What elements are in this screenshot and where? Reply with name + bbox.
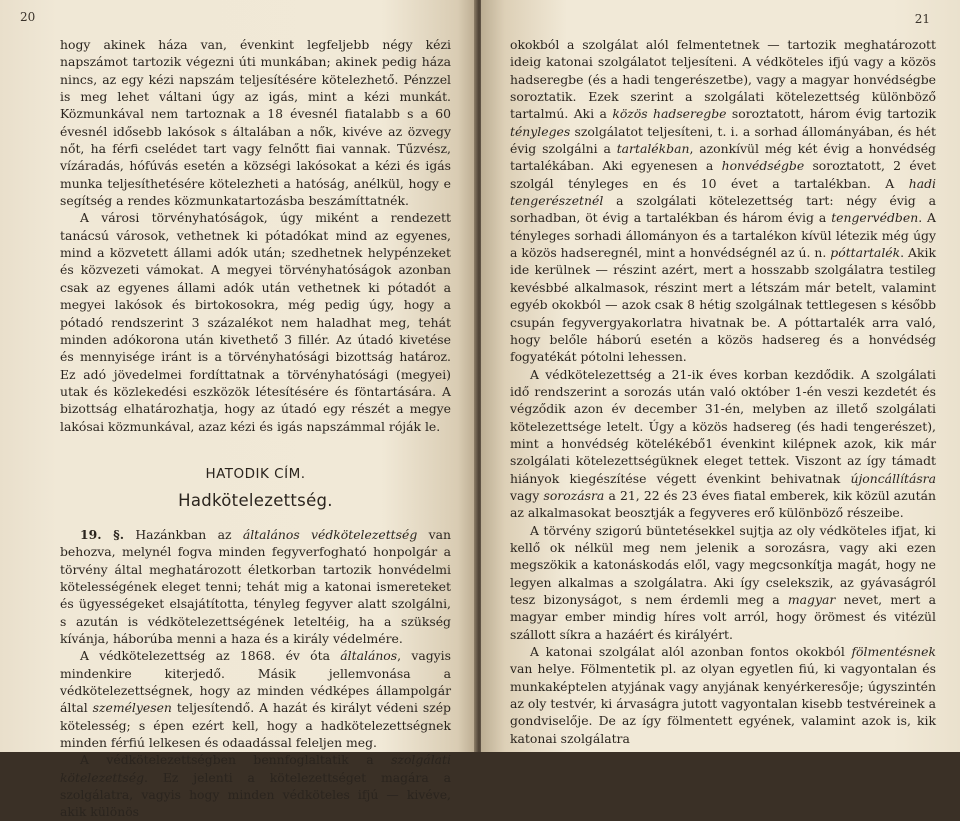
emphasis: általános védkötelezettség xyxy=(242,526,418,542)
text-span: Hazánkban az xyxy=(135,526,232,542)
text-span: vagy xyxy=(510,487,540,503)
emphasis: sorozásra xyxy=(543,487,605,503)
text-span: A katonai szolgálat alól azonban fontos okokból xyxy=(530,644,845,660)
emphasis: tényleges xyxy=(510,123,571,139)
left-paragraph-1: hogy akinek háza van, évenkint legfeljebb négy kézi napszámot tartozik végezni úti munkában; akinek pedig háza nincs, az egy kézi napszám teljesítésére kötelezhető. Pénzzel is meg lehet váltani úgy az igás, mint a kézi munkát. Közmunkával nem tartoznak a 18 évesnél fiatalabb s a 60 évesnél idősebb lakósok s általában a nők, kivéve az özvegy nőt, ha férfi cselédet tart vagy felnőtt fiai vannak. Tűzvész, vízáradás, hófúvás esetén a községi lakósokat a kézi és igás munka teljesíthetésére kötelezheti a hatóság, anélkül, hogy e segítség a rendes közmunkatartozásba beszámíttatnék. xyxy=(60,37,451,209)
left-paragraph-2: A városi törvényhatóságok, úgy miként a rendezett tanácsú városok, vethetnek ki pótadókat mind az egyenes, mind a közvetett állami adók után; szedhetnek helypénzeket és közvezeti vámokat. A megyei törvényhatóságok azonban csak az egyenes állami adók után vethetnek ki pótadót a megyei lakósok és birtokosokra, még pedig úgy, hogy a pótadó rendszerint 3 százalékot nem haladhat meg, tehát minden adókorona után kivethető 3 fillér. Az útadó kivetése és mennyisége iránt is a törvényhatósági bizottság határoz. Ez adó jövedelmei fordíttatnak a törvényhatósági (megyei) utak és közlekedési eszközök létesítésére és föntartására. A bizottság elhatározhatja, hogy az útadó egy részét a megye lakósai közmunkával, azaz kézi és igás napszámmal róják le. xyxy=(60,210,451,434)
text-span: nevet, mert a magyar ember mindig híres volt arról, hogy örömest és vitézül szállott síkra a hazáért és királyért. xyxy=(510,592,936,642)
text-span: szolgálatot teljesíteni, t. i. a sorhad állományában, és hét évig szolgálni a xyxy=(510,123,936,157)
right-page xyxy=(481,0,960,752)
emphasis: tartalékban xyxy=(616,141,690,157)
text-span: a 21, 22 és 23 éves fiatal emberek, kik közül azután az alkalmasokat beosztják a fegyveres erő különböző részeibe. xyxy=(510,487,936,521)
text-span: , azonkívül még két évig a honvédség tartalékában. Aki egyenesen a xyxy=(510,141,936,174)
text-span: soroztatott, 2 évet szolgál tényleges en és 10 évet a tartalékban. A xyxy=(510,158,936,191)
right-page-number: 21 xyxy=(914,12,930,26)
text-span: teljesítendő. A hazát és királyt védeni szép kötelesség; s épen ezért kell, hogy a hadkötelezettségnek minden férfiú lelkesen és odaadással feleljen meg. xyxy=(60,700,451,751)
right-paragraph-4 xyxy=(510,643,936,747)
text-span: van behozva, melynél fogva minden fegyverfogható honpolgár a törvény által meghatározott életkorban tartozik honvédelmi kötelességének eleget tenni; tehát mig a katonai ismereteket és ügyességeket elsajátította, tényleg fegyver alatt szolgálni, s azután is védkötelezettségének leteltéig, ha a szükség kívánja, háborúba menni a haza és a király védelmére. xyxy=(60,526,451,646)
emphasis: fölmentésnek xyxy=(851,644,936,660)
text-span: van helye. Fölmentetik pl. az olyan egyetlen fiú, ki vagyontalan és munkaképtelen atyjának vagy anyjának kenyérkeresője; úgyszintén az oly testvér, ki árvaságra jutott vagyontalan kisebb testvéreinek a gondviselője. De az így fölmentett egyének, valamint azok is, kik katonai szolgálatra xyxy=(510,661,936,746)
emphasis: tengervédben xyxy=(831,210,919,226)
emphasis: póttartalék xyxy=(830,245,901,261)
emphasis: magyar xyxy=(787,592,836,607)
text-span: A törvény szigorú büntetésekkel sujtja az oly védköteles ifjat, ki kellő ok nélkül meg nem jelenik a sorozásra, vagy aki ezen megszökik a katonáskodás elől, vagy megcsonkítja magát, hogy ne legyen alkalmas a szolgálatra. Aki így cselekszik, az gyávaságról tesz bizonyságot, s nem érdemli meg a xyxy=(510,522,936,607)
text-span: A védkötelezettségben bennfoglaltatik a xyxy=(80,752,374,768)
right-paragraph-2 xyxy=(510,366,936,522)
text-span: A védkötelezettség az 1868. év óta xyxy=(80,648,331,664)
section-label: HATODIK CÍM. xyxy=(205,465,306,482)
left-paragraph-5 xyxy=(60,751,451,820)
text-span: , vagyis mindenkire kiterjedő. Másik jellemvonása a védkötelezettségnek, hogy az minden védképes állampolgár által xyxy=(60,648,451,716)
left-page xyxy=(0,0,477,820)
section-title: Hadkötelezettség. xyxy=(178,490,333,510)
text-span: . Ez jelenti a kötelezettséget magára a szolgálatra, vagyis hogy minden védköteles ifjú — kivéve, akik különös xyxy=(60,769,451,820)
left-paragraph-4 xyxy=(60,647,451,751)
emphasis: honvédségbe xyxy=(721,158,805,174)
emphasis: szolgálati kötelezettség xyxy=(60,752,451,785)
text-span: . A tényleges sorhadi állományon és a tartalékon kívül létezik még úgy a közös hadseregnél, mint a honvédségnél az ú. n. xyxy=(510,210,936,261)
text-span: soroztatott, három évig tartozik xyxy=(731,106,936,122)
text-span: a szolgálati kötelezettség tart: négy évig a sorhadban, öt évig a tartalékban és három évig a xyxy=(510,193,936,226)
emphasis: általános xyxy=(340,648,398,664)
right-paragraph-3 xyxy=(510,522,936,643)
left-paragraph-3 xyxy=(60,526,451,647)
emphasis: személyesen xyxy=(92,700,172,716)
left-page-number: 20 xyxy=(20,10,36,24)
emphasis: hadi tengerészetnél xyxy=(510,175,936,209)
paragraph-number: 19. §. xyxy=(80,526,125,542)
text-span: . Akik ide kerülnek — részint azért, mert a hosszabb szolgálatra testileg kevésbbé alkalmasok, részint mert a létszám már betelt, valamint egyéb okokból — azok csak 8 hétig szolgálnak tettlegesen s később csupán fegyvergyakorlatra hivatnak be. A póttartalék arra való, hogy belőle háború esetén a közös hadsereg és a honvédség fogyatékát pótolni lehessen. xyxy=(510,245,936,365)
emphasis: közös hadseregbe xyxy=(612,106,727,122)
text-span: okokból a szolgálat alól felmentetnek — tartozik meghatározott ideig katonai szolgálatot teljesíteni. A védköteles ifjú vagy a közös hadseregbe (és a hadi tengerészetbe), vagy a magyar honvédségbe soroztatik. Ezek szerint a szolgálati kötelezettség különböző tartalmú. Aki a xyxy=(510,37,936,122)
text-span: A védkötelezettség a 21-ik éves korban kezdődik. A szolgálati idő rendszerint a sorozás után való október 1-én veszi kezdetét és végződik azon év december 31-én, melyben az illető szolgálati kötelezettsége letelt. Úgy a közös hadsereg (és hadi tengerészet), mint a honvédség kötelékébő1 évenkint kilépnek azok, kik már szolgálati kötelezettségüknek eleget tettek. Viszont az így támadt hiányok kiegészítése végett évenkint behivatnak xyxy=(510,366,936,486)
right-paragraph-1 xyxy=(510,36,936,366)
emphasis: újoncállításra xyxy=(850,470,936,486)
